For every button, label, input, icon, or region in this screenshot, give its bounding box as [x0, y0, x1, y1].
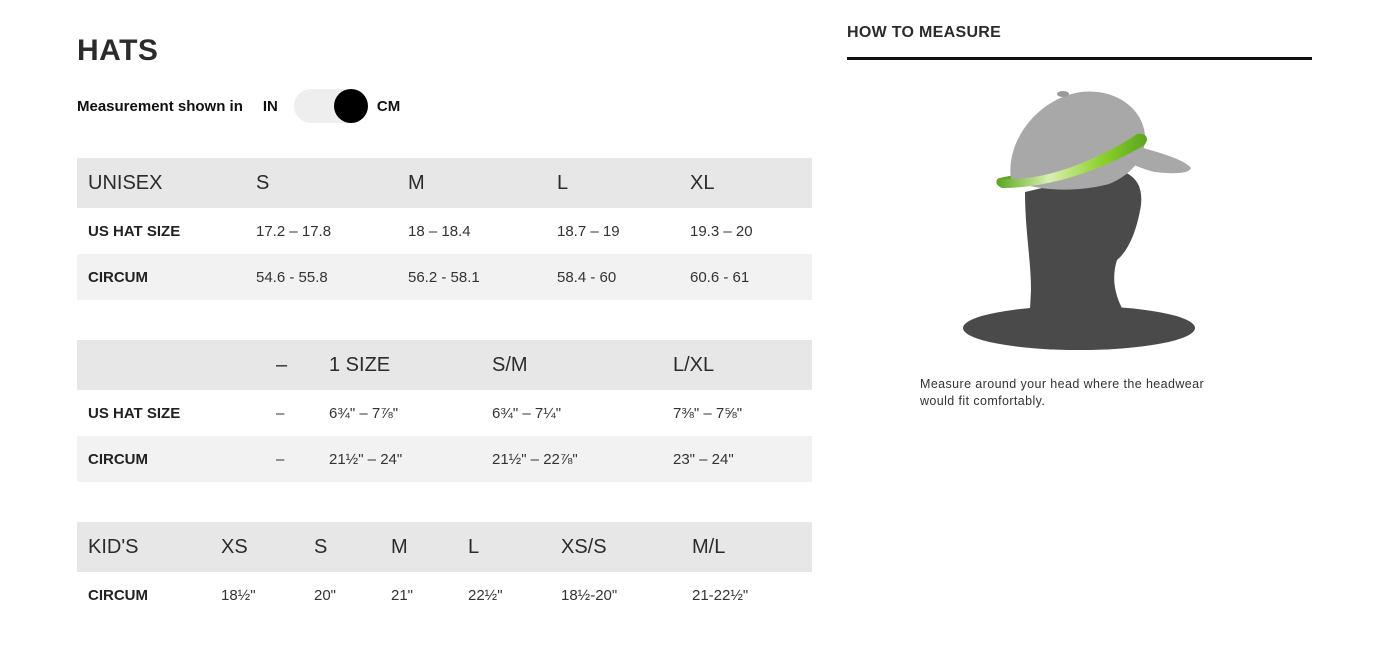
table-cell: 21": [391, 586, 414, 604]
table-header-cell: XL: [690, 171, 715, 194]
table-header-cell: L: [468, 535, 480, 558]
table-header-cell: S/M: [492, 353, 528, 376]
table-cell: 21½" – 22⅞": [492, 450, 578, 468]
section-divider: [847, 57, 1312, 60]
toggle-knob[interactable]: [334, 89, 368, 123]
row-header-cell: US HAT SIZE: [88, 222, 181, 240]
table-header-cell: L: [557, 171, 569, 194]
unit-toggle-switch[interactable]: [294, 89, 368, 123]
table-cell: –: [276, 450, 285, 468]
table-header-cell: M: [408, 171, 425, 194]
unit-cm-label[interactable]: CM: [376, 97, 401, 115]
table-header-row: [77, 522, 812, 572]
table-cell: 54.6 - 55.8: [256, 268, 328, 286]
table-cell: 6¾" – 7⅞": [329, 404, 399, 422]
table-cell: 18.7 – 19: [557, 222, 620, 240]
head-with-cap-measure-icon: [959, 80, 1199, 360]
table-header-cell: 1 SIZE: [329, 353, 391, 376]
measurement-unit-toggle-row: [77, 88, 400, 124]
table-cell: 17.2 – 17.8: [256, 222, 332, 240]
table-cell: 18½-20": [561, 586, 618, 604]
how-to-measure-title: HOW TO MEASURE: [847, 24, 1002, 41]
table-cell: 18½": [221, 586, 256, 604]
table-cell: 23" – 24": [673, 450, 734, 468]
table-header-cell: S: [256, 171, 270, 194]
row-header-cell: US HAT SIZE: [88, 404, 181, 422]
table-cell: 56.2 - 58.1: [408, 268, 480, 286]
table-cell: 21-22½": [692, 586, 749, 604]
table-cell: 6¾" – 7¼": [492, 404, 562, 422]
table-header-row: [77, 158, 812, 208]
table-cell: 7⅜" – 7⅝": [673, 404, 743, 422]
table-cell: 58.4 - 60: [557, 268, 617, 286]
table-cell: 21½" – 24": [329, 450, 403, 468]
table-header-cell: XS/S: [561, 535, 607, 558]
table-header-cell: UNISEX: [88, 171, 163, 194]
one-size-table: [77, 340, 812, 482]
table-cell: 19.3 – 20: [690, 222, 753, 240]
table-cell: 22½": [468, 586, 503, 604]
table-cell: 18 – 18.4: [408, 222, 471, 240]
table-header-cell: KID'S: [88, 535, 139, 558]
how-to-measure-caption: Measure around your head where the headwear would fit comfortably.: [920, 377, 1205, 408]
table-header-cell: M/L: [692, 535, 726, 558]
unisex-size-table: [77, 158, 812, 300]
table-header-cell: –: [276, 353, 288, 376]
table-cell: 60.6 - 61: [690, 268, 750, 286]
unit-in-label[interactable]: IN: [262, 97, 278, 115]
page-title: HATS: [77, 34, 159, 67]
table-row: [77, 390, 812, 436]
table-header-cell: L/XL: [673, 353, 715, 376]
measurement-label: Measurement shown in: [77, 97, 243, 115]
row-header-cell: CIRCUM: [88, 268, 148, 286]
table-cell: –: [276, 404, 285, 422]
table-header-cell: S: [314, 535, 328, 558]
table-header-cell: XS: [221, 535, 248, 558]
table-row: [77, 208, 812, 254]
row-header-cell: CIRCUM: [88, 450, 148, 468]
table-row: [77, 572, 812, 618]
table-header-row: [77, 340, 812, 390]
table-cell: 20": [314, 586, 337, 604]
table-header-cell: M: [391, 535, 408, 558]
table-row: [77, 254, 812, 300]
table-row: [77, 436, 812, 482]
table-header-cell: [77, 340, 265, 390]
kids-size-table: [77, 522, 812, 618]
row-header-cell: CIRCUM: [88, 586, 148, 604]
